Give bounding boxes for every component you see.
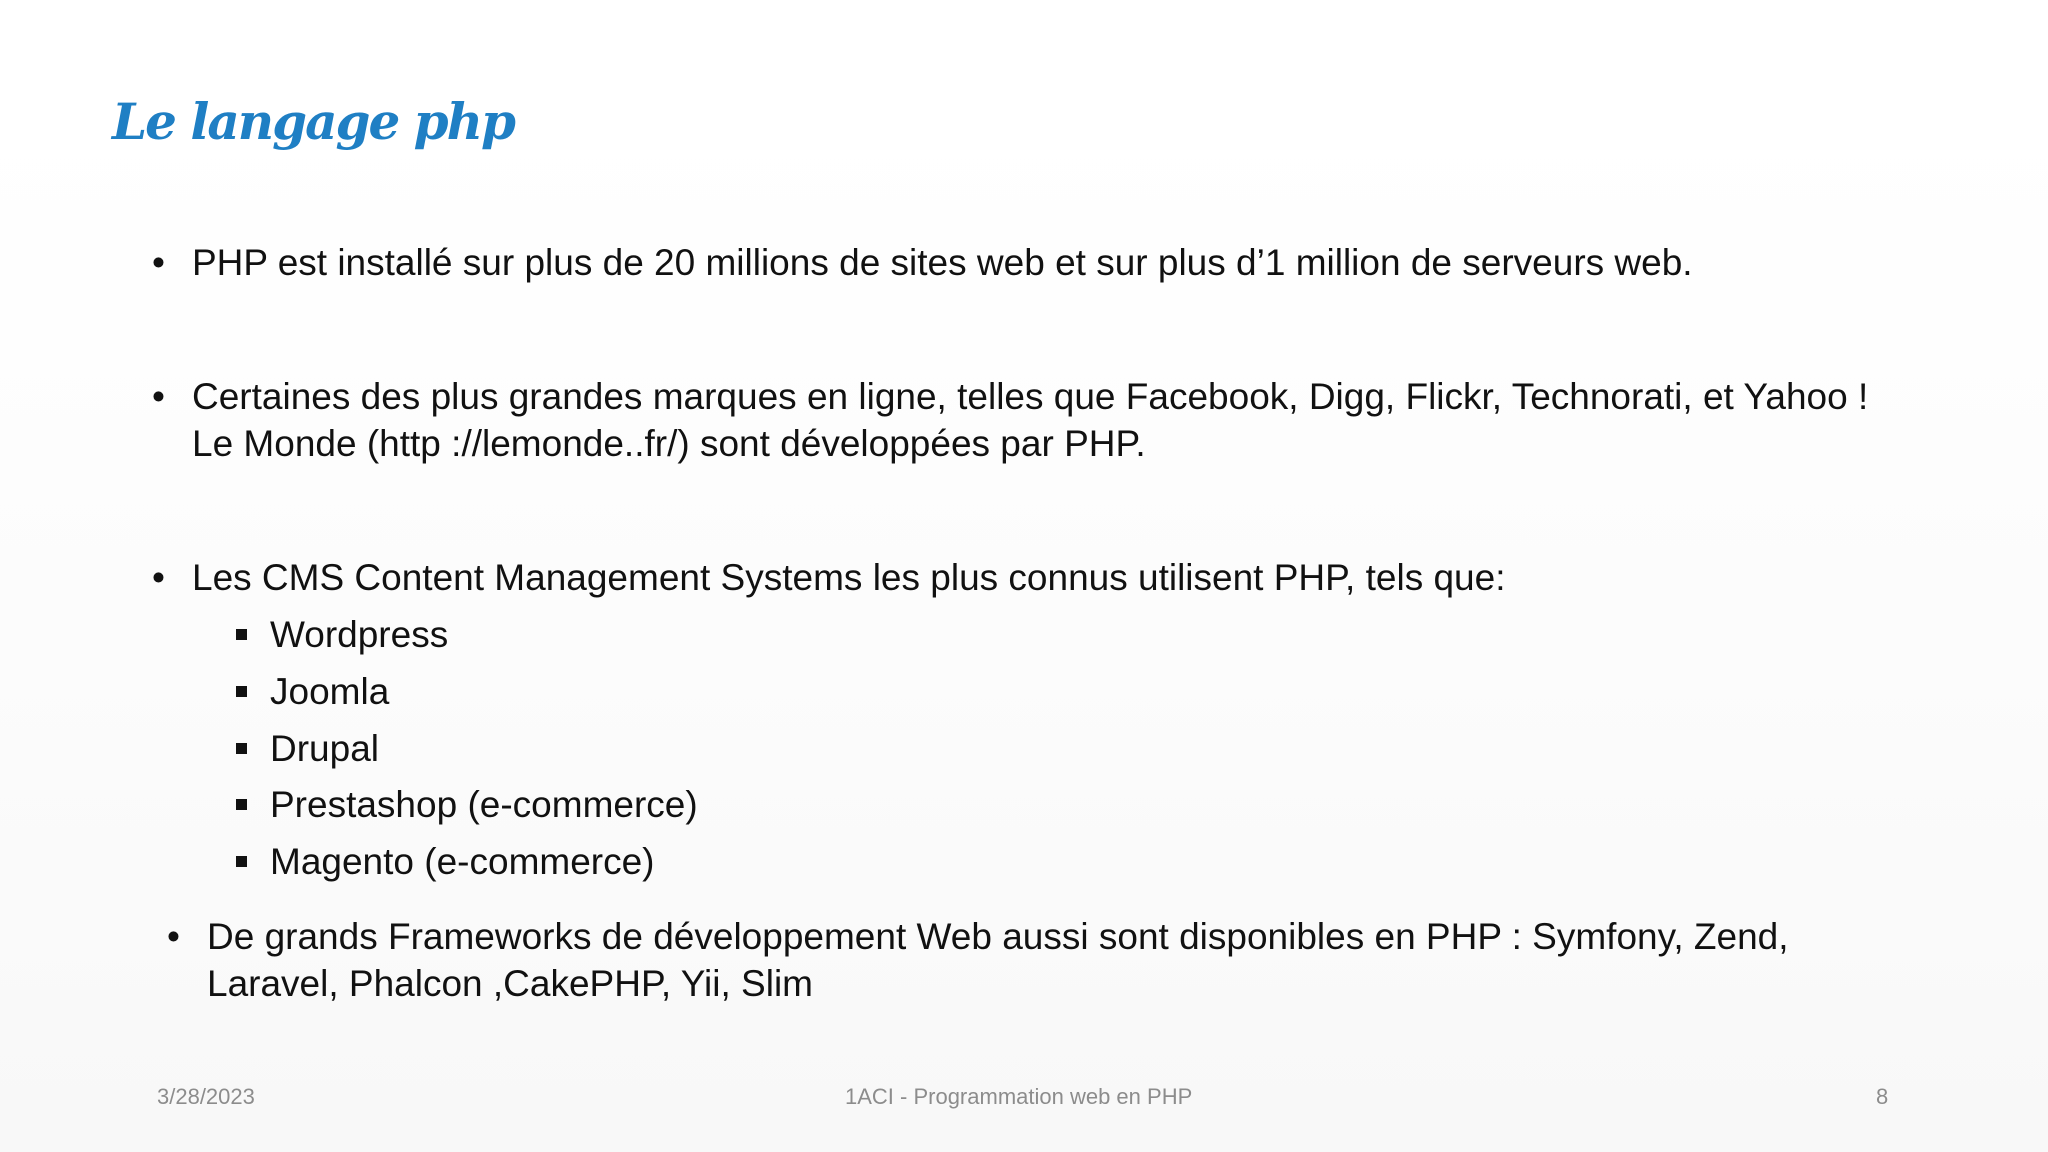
- bullet-frameworks: [167, 913, 1789, 1007]
- cms-item-label: Drupal: [270, 728, 379, 769]
- square-bullet-icon: [236, 743, 247, 754]
- square-bullet-icon: [236, 629, 247, 640]
- footer-course-title: 1ACI - Programmation web en PHP: [845, 1084, 1193, 1109]
- slide-title: Le langage php: [112, 92, 514, 151]
- bullet-icon: •: [152, 376, 165, 417]
- footer-page-number: 8: [1876, 1084, 1889, 1109]
- cms-item-joomla: [270, 668, 389, 715]
- cms-item-label: Joomla: [270, 671, 390, 712]
- bullet-text-line: PHP est installé sur plus de 20 millions de sites web et sur plus d’1 million de serveurs web.: [192, 242, 1693, 283]
- footer-date: 3/28/2023: [157, 1084, 255, 1109]
- bullet-text-line: Laravel, Phalcon ,CakePHP, Yii, Slim: [207, 963, 814, 1004]
- cms-item-wordpress: [270, 611, 448, 658]
- cms-item-prestashop: [270, 781, 698, 828]
- square-bullet-icon: [236, 799, 247, 810]
- bullet-icon: •: [167, 916, 180, 957]
- square-bullet-icon: [236, 856, 247, 867]
- bullet-text-line: Le Monde (http ://lemonde..fr/) sont développées par PHP.: [192, 423, 1146, 464]
- cms-item-label: Prestashop (e-commerce): [270, 784, 698, 825]
- cms-item-magento: [270, 838, 655, 885]
- bullet-php-installed: [152, 239, 1693, 286]
- cms-item-label: Magento (e-commerce): [270, 841, 655, 882]
- bullet-text-line: Certaines des plus grandes marques en ligne, telles que Facebook, Digg, Flickr, Technorati, et Yahoo !: [192, 376, 1869, 417]
- bullet-icon: •: [152, 557, 165, 598]
- bullet-icon: •: [152, 242, 165, 283]
- cms-item-label: Wordpress: [270, 614, 449, 655]
- bullet-text-line: Les CMS Content Management Systems les plus connus utilisent PHP, tels que:: [192, 557, 1506, 598]
- bullet-text-line: De grands Frameworks de développement Web aussi sont disponibles en PHP : Symfony, Zend,: [207, 916, 1789, 957]
- bullet-cms: [152, 554, 1506, 601]
- square-bullet-icon: [236, 686, 247, 697]
- bullet-big-brands: [152, 373, 1869, 467]
- cms-item-drupal: [270, 725, 379, 772]
